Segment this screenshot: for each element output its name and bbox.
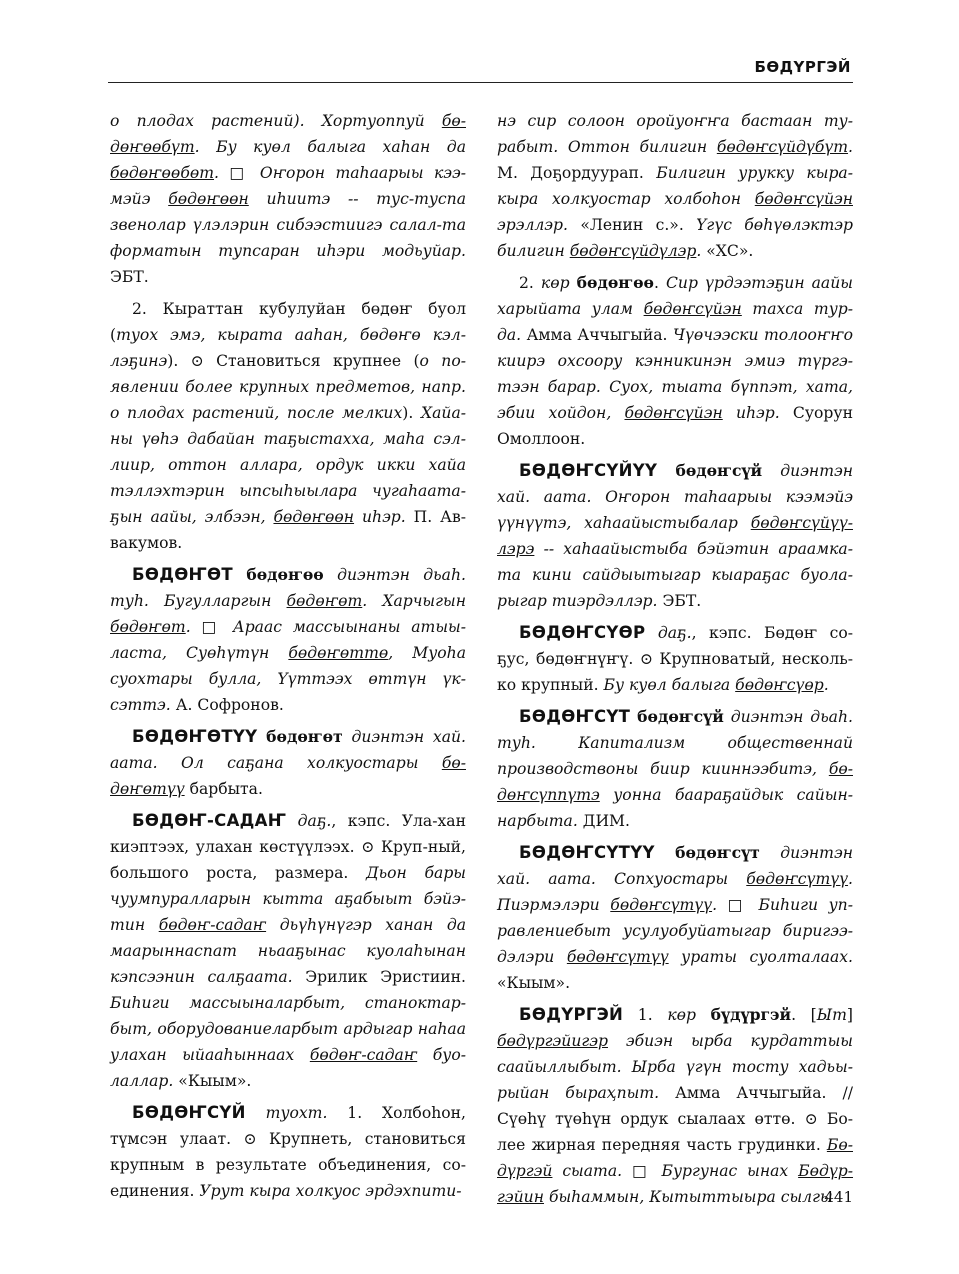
left-entry-paragraph: о плодах растений). Хортуоппуй бө-дөҥөөбүт. Бу куөл балыга хаһан да бөдөҥөөбөт. □ Оҥорон таһаарыы кээ-мэйэ бөдөҥөөн иһиитэ -- тус-туспа звенолар үлэлэрин сибээстиигэ салал-та форматын тупсаран иһэри модьуйар. ЭБТ. <box>110 112 466 286</box>
right-column <box>497 108 853 1216</box>
left-entry-paragraph: 2. Кыраттан кубулуйан бөдөҥ буол (туох эмэ, кырата ааһан, бөдөҥө кэл-лэҕинэ). ⊙ Становиться крупнее (о по-явлении более крупных предметов, напр. о плодах растений, после мелких). Хайа-ны үөһэ дабайан таҕыстахха, маһа сэл-лиир, оттон аллара, ордук икки хайа тэллэхтэрин ыпсыһыылара чугаһаата-ҕын аайы, элбээн, бөдөҥөөн иһэр. П. Ав-вакумов. <box>110 300 467 552</box>
right-entry-paragraph: БӨДҮРГЭЙ 1. көр бүдүргэй. [Ыт] бөдүргэйигэр эбиэн ырба курдаттыы саайыллыбыт. Ырба үгүн тосту хадьы-рыйан быраҳпыт. Амма Аччыгыйа. // Сүөһү түөһүн ордук сыалаах өттө. ⊙ Бо-лее жирная передняя часть грудинки. Бө-дүргэй сыата. □ Бургунас ынах Бөдүр-гэйин быһаммын, Кытыттыыра сылгы <box>497 1005 854 1206</box>
left-entry-paragraph: БӨДӨҤӨТҮҮ бөдөҥөт диэнтэн хай. аата. Ол саҕана холкуостары бө-дөҥөтүү барбыта. <box>110 727 466 798</box>
right-entry-paragraph: БӨДӨҤСҮӨР даҕ., кэпс. Бөдөҥ со-ҕус, бөдөҥнүҥү. ⊙ Крупноватый, несколь-ко крупный. Бу куөл балыга бөдөҥсүөр. <box>497 623 853 694</box>
right-entry-paragraph: БӨДӨҤСҮЙҮҮ бөдөҥсүй диэнтэн хай. аата. Оҥорон таһаарыы кээмэйэ үүнүүтэ, хаһаайыстыбалар бөдөҥсүйүү-лэрэ -- хаһаайыстыба бэйэтин араамка-та кини сайдыытыгар кыараҕас буола-рыгар тиэрдэллэр. ЭБТ. <box>497 461 853 610</box>
page-number: 441 <box>824 1188 853 1206</box>
left-entry-paragraph: БӨДӨҤСҮЙ туохт. 1. Холбоһон, түмсэн улаат. ⊙ Крупнеть, становиться крупным в результате объединения, со-единения. Урут кыра холкуос эрдэхпити- <box>110 1103 466 1200</box>
right-entry-paragraph: нэ сир солоон оройуоҥҥа бастаан ту-рабыт. Оттон билигин бөдөҥсүйдүбүт. М. Доҕордуурап. Билигин урукку кыра-кыра холкуостар холбоһон бөдөҥсүйэн эрэллэр. «Ленин с.». Үгүс бөһүөлэктэр билигин бөдөҥсүйдүлэр. «ХС». <box>497 112 853 260</box>
right-entry-paragraph: БӨДӨҤСҮТҮҮ бөдөҥсүт диэнтэн хай. аата. Сопхуостары бөдөҥсүтүү. Пиэрмэлэри бөдөҥсүтүү. □ Биһиги уп-равлениебыт усулуобуйатыгар биригээ-дэлэри бөдөҥсүтүү ураты суолталаах. «Кыым». <box>497 843 853 992</box>
left-column <box>110 108 466 1210</box>
left-entry-paragraph: БӨДӨҤӨТ бөдөҥөө диэнтэн дьаһ. туһ. Бугулларгын бөдөҥөт. Харчыгын бөдөҥөт. □ Араас массыынаны атыы-ласта, Суөһүтүн бөдөҥөттө, Муоһа суохтары булла, Үүттээх өттүн үк-сэттэ. А. Софронов. <box>110 565 467 714</box>
right-entry-paragraph: 2. көр бөдөҥөө. Сир үрдээтэҕин аайы харыйата улам бөдөҥсүйэн тахса тур-да. Амма Аччыгыйа. Чүөчээски толооҥҥо киирэ охсоору кэнникинэн эмиэ түргэ-тээн барар. Суох, тыата бүппэт, хата, эбии хойдон, бөдөҥсүйэн иһэр. Суорун Омоллоон. <box>497 273 854 448</box>
left-entry-paragraph: БӨДӨҤ-САДАҤ даҕ., кэпс. Ула-хан киэптээх, улахан көстүүлээх. ⊙ Круп-ный, большого роста, размера. Дьон бары чуумпуралларын кытта аҕабыыт бэйэ-тин бөдөҥ-садаҥ дьүһүнүгэр ханан да маарыннаспат ньааҕынас куолаһынан кэпсээнин салҕаата. Эрилик Эристиин. Биһиги массыыналарбыт, станоктар-быт, оборудованиеларбыт ардыгар наһаа улахан ыйааһыннаах бөдөҥ-садаҥ буо-лаллар. «Кыым». <box>110 811 467 1090</box>
header-rule <box>108 82 853 83</box>
right-entry-paragraph: БӨДӨҤСҮТ бөдөҥсүй диэнтэн дьаһ. туһ. Капитализм общественнай производствоны биир кииннээбитэ, бө-дөҥсүппүтэ уонна баараҕайдык сайын-нарбыта. ДИМ. <box>497 707 853 830</box>
running-head: БӨДҮРГЭЙ <box>754 58 851 76</box>
